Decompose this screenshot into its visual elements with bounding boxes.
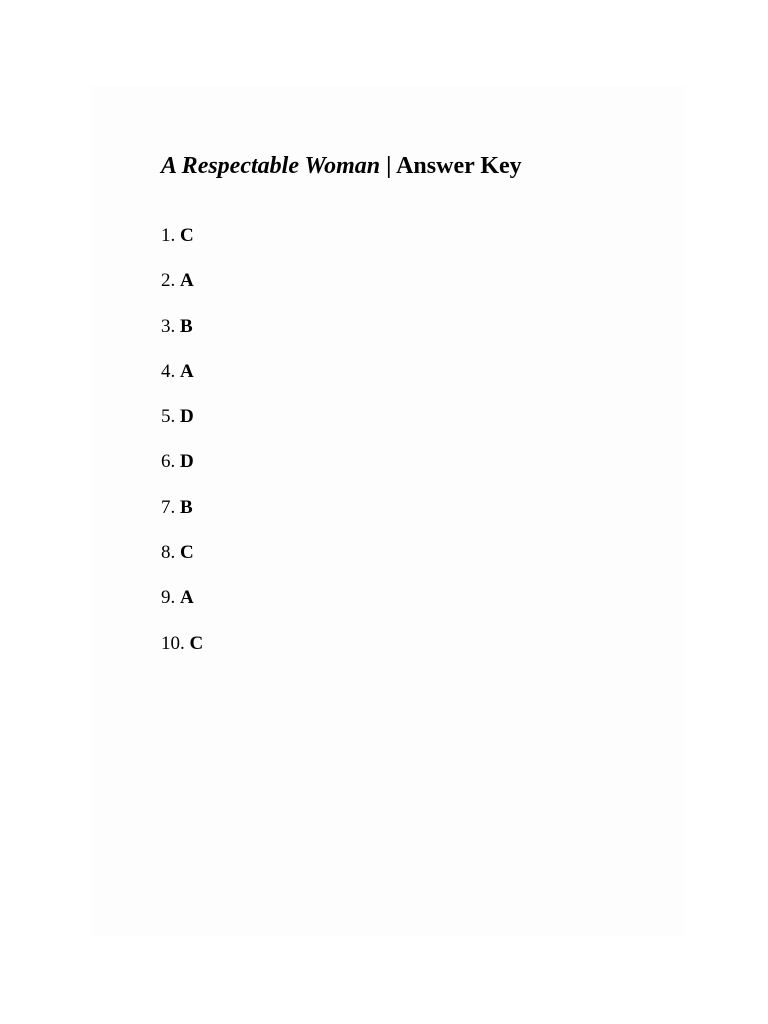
answer-number: 4. <box>161 360 176 382</box>
page-title <box>161 152 522 180</box>
answer-number: 2. <box>161 270 176 292</box>
answer-letter: D <box>180 406 194 428</box>
answer-number: 3. <box>161 315 176 337</box>
answer-item <box>161 541 203 586</box>
answer-item <box>161 224 203 269</box>
answer-number: 6. <box>161 451 176 473</box>
answer-item <box>161 269 203 314</box>
answer-number: 8. <box>161 542 176 564</box>
answer-item <box>161 586 203 631</box>
answer-item <box>161 360 203 405</box>
answer-letter: A <box>180 360 194 382</box>
answer-number: 1. <box>161 225 176 246</box>
answer-letter: C <box>180 225 194 246</box>
answer-number: 10. <box>161 632 185 654</box>
answer-letter: D <box>180 451 194 473</box>
answer-letter: C <box>180 542 194 564</box>
answer-number: 7. <box>161 496 176 518</box>
answer-item <box>161 496 203 541</box>
title-work: A Respectable Woman <box>161 153 381 179</box>
answer-item <box>161 405 203 450</box>
answer-number: 9. <box>161 587 176 609</box>
title-rest: Answer Key <box>396 153 522 179</box>
title-separator: | <box>380 153 397 179</box>
answer-item <box>161 315 203 360</box>
answer-list <box>161 224 203 677</box>
answer-letter: B <box>180 496 193 518</box>
answer-letter: B <box>180 315 193 337</box>
answer-letter: C <box>189 632 204 654</box>
answer-number: 5. <box>161 406 176 428</box>
answer-letter: A <box>180 270 194 292</box>
answer-item <box>161 450 203 495</box>
answer-letter: A <box>180 587 194 609</box>
answer-item <box>161 632 203 677</box>
